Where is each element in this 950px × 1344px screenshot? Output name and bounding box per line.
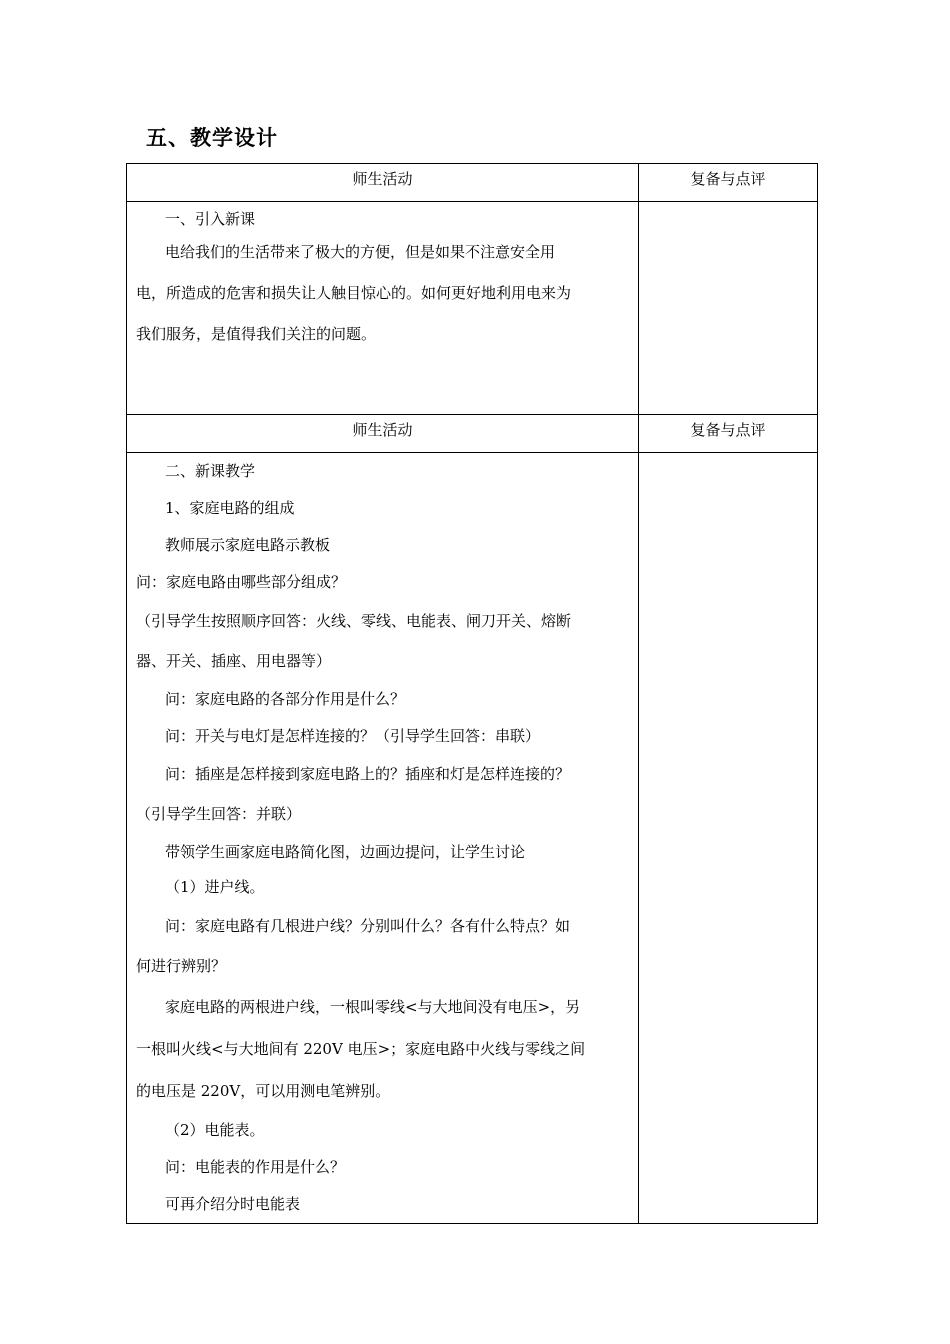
section-title: 五、教学设计: [146, 126, 278, 150]
lesson-line: 问：插座是怎样接到家庭电路上的？插座和灯是怎样连接的？: [165, 765, 571, 783]
lesson-line: 带领学生画家庭电路简化图，边画边提问，让学生讨论: [165, 843, 526, 861]
header-activities-2: 师生活动: [127, 415, 639, 453]
table-row-lesson: [127, 453, 818, 1224]
header-review: 复备与点评: [639, 164, 818, 202]
table-header-row: [127, 164, 818, 202]
intro-paragraph-line: 我们服务，是值得我们关注的问题。: [136, 325, 377, 343]
intro-heading: 一、引入新课: [165, 210, 256, 228]
lesson-line: 问：开关与电灯是怎样连接的？（引导学生回答：串联）: [165, 727, 541, 745]
lesson-line: 问：家庭电路由哪些部分组成？: [136, 573, 347, 591]
lesson-subheading: （1）进户线。: [165, 878, 265, 896]
intro-cell: [127, 202, 639, 415]
lesson-cell: [127, 453, 639, 1224]
lesson-line: 问：电能表的作用是什么？: [165, 1158, 346, 1176]
lesson-line: 教师展示家庭电路示教板: [165, 536, 331, 554]
lesson-review-cell: [639, 453, 818, 1224]
lesson-heading: 二、新课教学: [165, 462, 256, 480]
lesson-line: 问：家庭电路的各部分作用是什么？: [165, 690, 406, 708]
header-activities: 师生活动: [127, 164, 639, 202]
lesson-line: 一根叫火线<与大地间有 220V 电压>；家庭电路中火线与零线之间: [136, 1040, 586, 1058]
lesson-subheading: 1、家庭电路的组成: [165, 499, 295, 517]
lesson-line: （引导学生按照顺序回答：火线、零线、电能表、闸刀开关、熔断: [136, 612, 572, 630]
intro-review-cell: [639, 202, 818, 415]
lesson-line: （引导学生回答：并联）: [136, 805, 302, 823]
lesson-line: 家庭电路的两根进户线，一根叫零线<与大地间没有电压>，另: [165, 998, 581, 1016]
intro-paragraph-line: 电给我们的生活带来了极大的方便，但是如果不注意安全用: [165, 243, 556, 261]
header-review-2: 复备与点评: [639, 415, 818, 453]
lesson-line: 问：家庭电路有几根进户线？分别叫什么？各有什么特点？如: [165, 917, 571, 935]
teaching-design-table: [126, 163, 818, 1224]
intro-paragraph-line: 电，所造成的危害和损失让人触目惊心的。如何更好地利用电来为: [136, 284, 572, 302]
lesson-line: 何进行辨别？: [136, 957, 227, 975]
lesson-line: 的电压是 220V，可以用测电笔辨别。: [136, 1082, 391, 1100]
table-row-intro: [127, 202, 818, 415]
lesson-line: 可再介绍分时电能表: [165, 1195, 301, 1213]
table-header-row-2: [127, 415, 818, 453]
lesson-line: 器、开关、插座、用电器等）: [136, 652, 332, 670]
lesson-subheading: （2）电能表。: [165, 1121, 265, 1139]
